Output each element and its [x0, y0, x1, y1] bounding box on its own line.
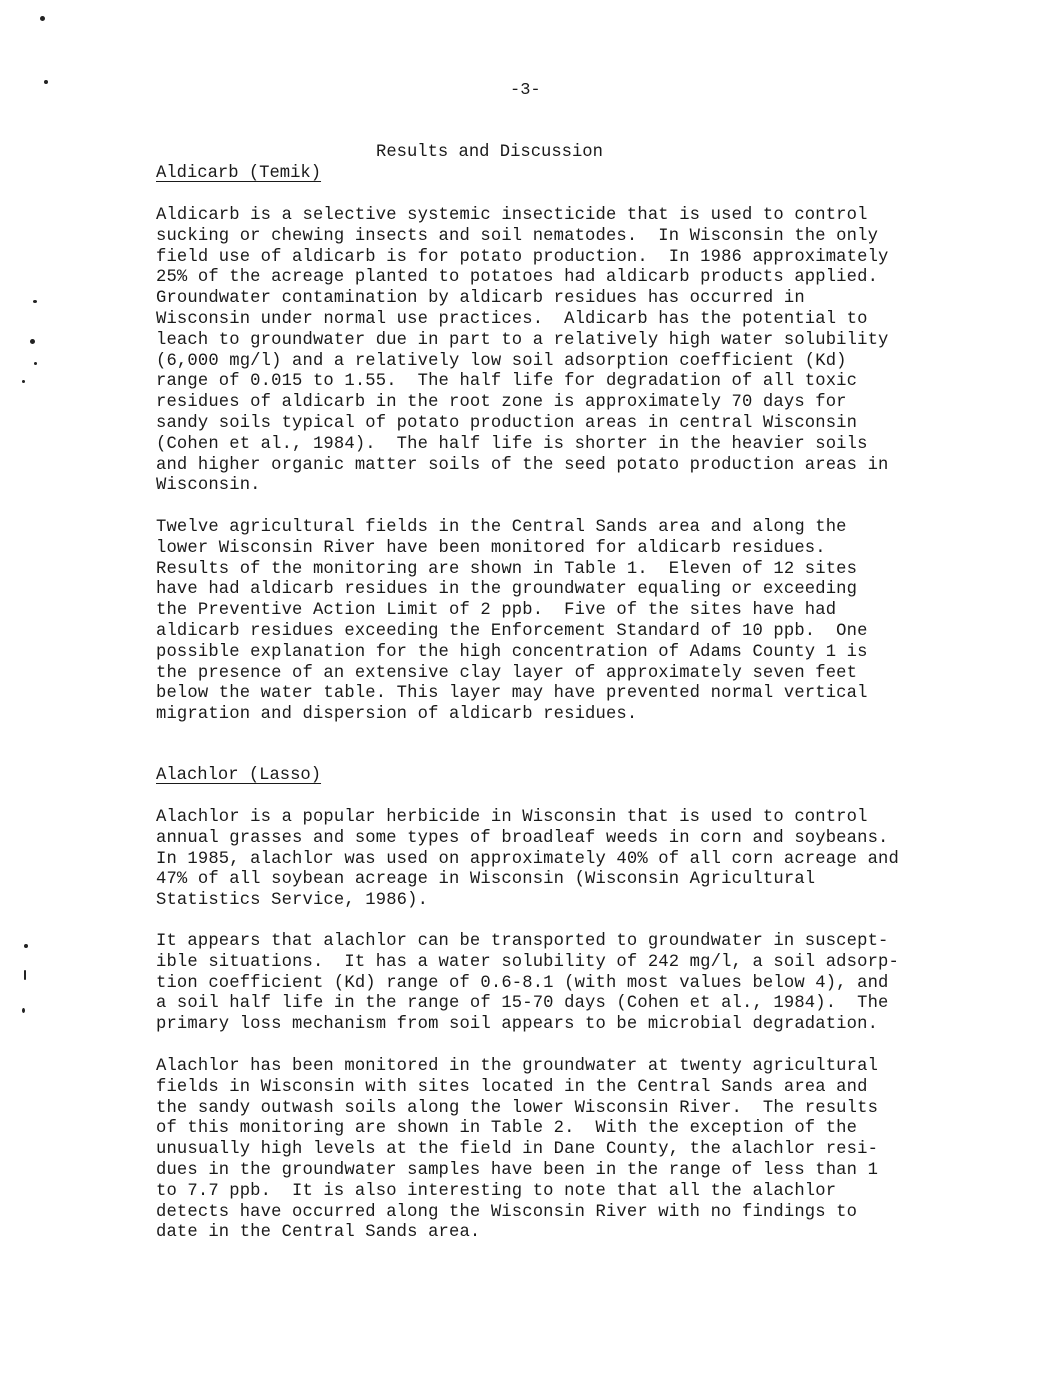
text-line: Alachlor is a popular herbicide in Wisconsin that is used to control — [156, 808, 868, 827]
text-line: sandy soils typical of potato production areas in central Wisconsin — [156, 413, 858, 433]
text-line: Groundwater contamination by aldicarb residues has occurred in — [156, 289, 805, 309]
scan-speck — [30, 339, 35, 344]
text-line: a soil half life in the range of 15-70 days (Cohen et al., 1984). The — [156, 994, 889, 1014]
text-line: lower Wisconsin River have been monitored for aldicarb residues. — [156, 538, 826, 558]
text-line: possible explanation for the high concentration of Adams County 1 is — [156, 642, 868, 662]
text-line: dues in the groundwater samples have been in the range of less than 1 — [156, 1160, 879, 1180]
alachlor-paragraph-3 — [156, 1057, 878, 1244]
text-line: and higher organic matter soils of the seed potato production areas in — [156, 455, 889, 475]
text-line: Wisconsin. — [156, 476, 261, 496]
text-line: Wisconsin under normal use practices. Aldicarb has the potential to — [156, 309, 868, 329]
scan-speck — [24, 970, 26, 980]
scan-speck — [22, 1008, 25, 1013]
text-line: primary loss mechanism from soil appears to be microbial degradation. — [156, 1015, 879, 1035]
text-line: Alachlor has been monitored in the groundwater at twenty agricultural — [156, 1057, 879, 1076]
text-line: sucking or chewing insects and soil nematodes. In Wisconsin the only — [156, 226, 879, 246]
scan-speck — [44, 80, 48, 84]
text-line: (Cohen et al., 1984). The half life is shorter in the heavier soils — [156, 434, 868, 454]
text-line: Statistics Service, 1986). — [156, 891, 429, 911]
text-line: leach to groundwater due in part to a relatively high water solubility — [156, 330, 889, 350]
alachlor-heading: Alachlor (Lasso) — [156, 766, 322, 785]
text-line: Twelve agricultural fields in the Central Sands area and along the — [156, 518, 847, 537]
text-line: 25% of the acreage planted to potatoes had aldicarb products applied. — [156, 268, 879, 288]
alachlor-paragraph-1 — [156, 808, 899, 912]
text-line: In 1985, alachlor was used on approximately 40% of all corn acreage and — [156, 849, 899, 869]
text-line: the sandy outwash soils along the lower Wisconsin River. The results — [156, 1098, 879, 1118]
text-line: the Preventive Action Limit of 2 ppb. Five of the sites have had — [156, 601, 837, 621]
text-line: It appears that alachlor can be transported to groundwater in suscept- — [156, 932, 889, 951]
scan-speck — [22, 380, 25, 383]
text-line: (6,000 mg/l) and a relatively low soil adsorption coefficient (Kd) — [156, 351, 847, 371]
scan-speck — [33, 300, 37, 303]
text-line: Aldicarb is a selective systemic insecticide that is used to control — [156, 206, 868, 225]
scan-speck — [40, 16, 45, 21]
text-line: Results of the monitoring are shown in Table 1. Eleven of 12 sites — [156, 559, 858, 579]
text-line: below the water table. This layer may have prevented normal vertical — [156, 684, 868, 704]
aldicarb-paragraph-2 — [156, 518, 868, 726]
aldicarb-heading: Aldicarb (Temik) — [156, 164, 322, 183]
text-line: ible situations. It has a water solubility of 242 mg/l, a soil adsorp- — [156, 952, 899, 972]
alachlor-paragraph-2 — [156, 932, 899, 1036]
text-line: the presence of an extensive clay layer of approximately seven feet — [156, 663, 858, 683]
text-line: aldicarb residues exceeding the Enforcement Standard of 10 ppb. One — [156, 621, 868, 641]
text-line: unusually high levels at the field in Dane County, the alachlor resi- — [156, 1140, 879, 1160]
text-line: fields in Wisconsin with sites located in the Central Sands area and — [156, 1077, 868, 1097]
text-line: migration and dispersion of aldicarb residues. — [156, 705, 638, 725]
scan-speck — [34, 362, 37, 365]
text-line: date in the Central Sands area. — [156, 1223, 481, 1243]
text-line: 47% of all soybean acreage in Wisconsin (Wisconsin Agricultural — [156, 870, 816, 890]
text-line: annual grasses and some types of broadleaf weeds in corn and soybeans. — [156, 828, 889, 848]
scan-speck — [24, 944, 28, 948]
section-title: Results and Discussion — [376, 143, 603, 162]
aldicarb-paragraph-1 — [156, 206, 889, 497]
text-line: detects have occurred along the Wisconsin River with no findings to — [156, 1202, 858, 1222]
text-line: range of 0.015 to 1.55. The half life for degradation of all toxic — [156, 372, 858, 392]
text-line: residues of aldicarb in the root zone is approximately 70 days for — [156, 393, 847, 413]
text-line: have had aldicarb residues in the groundwater equaling or exceeding — [156, 580, 858, 600]
page-number: -3- — [510, 81, 541, 100]
text-line: to 7.7 ppb. It is also interesting to note that all the alachlor — [156, 1181, 837, 1201]
text-line: of this monitoring are shown in Table 2. With the exception of the — [156, 1119, 858, 1139]
text-line: tion coefficient (Kd) range of 0.6-8.1 (with most values below 4), and — [156, 973, 889, 993]
text-line: field use of aldicarb is for potato production. In 1986 approximately — [156, 247, 889, 267]
